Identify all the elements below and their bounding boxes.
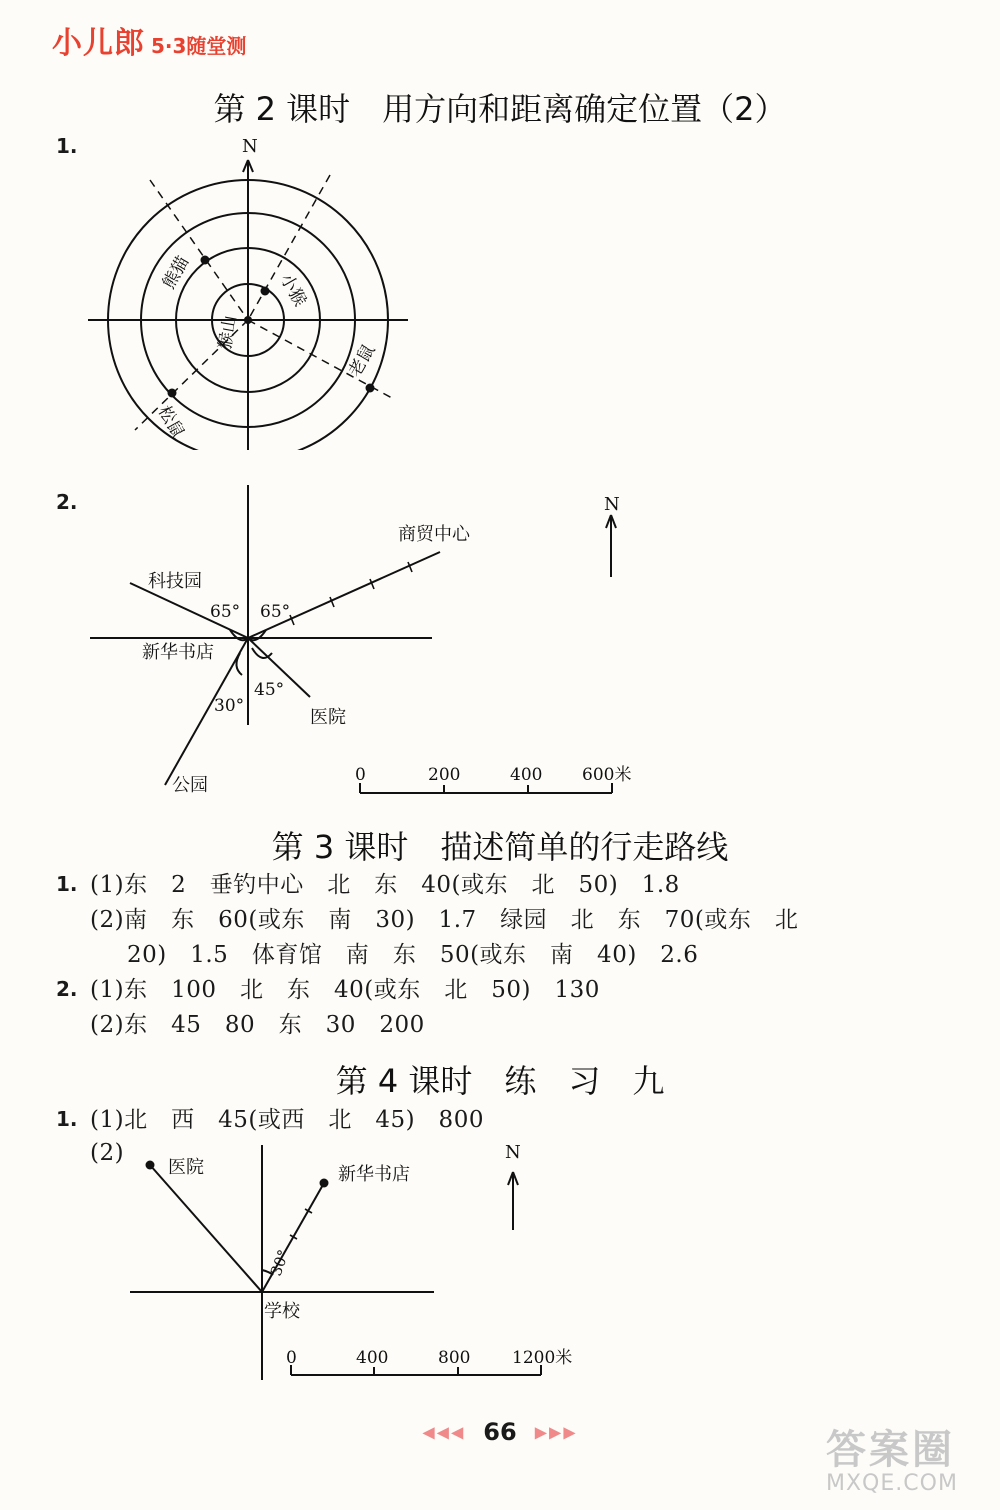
answer-line: (1)东 2 垂钓中心 北 东 40(或东 北 50) 1.8 [90,872,680,898]
next-arrows-icon: ▶▶▶ [534,1422,578,1442]
brand-series: 5·3随堂测 [151,34,247,58]
scale-label: 800 [438,1348,471,1368]
circle-map-diagram [80,130,440,450]
marker-dot [320,1179,329,1188]
answer-line: (1)东 100 北 东 40(或东 北 50) 130 [90,977,600,1003]
angle-label: 65° [210,602,241,622]
scale-label: 1200米 [512,1348,573,1368]
question-number: 1. [56,872,78,896]
question-number: 2. [56,977,78,1001]
label-hospital: 医院 [168,1157,204,1178]
lesson4-title: 第 4 课时 练 习 九 [335,1062,665,1100]
scale-label: 0 [355,765,366,785]
page-number: 66 [483,1418,517,1446]
watermark [826,1418,958,1496]
label-panda: 熊猫 [159,253,194,293]
label-monkey: 小猴 [275,270,310,310]
label-park: 公园 [172,775,208,796]
question-number: 1. [56,1107,78,1131]
watermark-url: MXQE.COM [826,1471,958,1496]
label-trade-center: 商贸中心 [398,524,470,545]
north-label: N [242,136,258,157]
marker-dot [168,389,177,398]
angle-label: 30° [266,1247,293,1279]
marker-dot [201,256,210,265]
marker-dot [146,1161,155,1170]
answer-line: (2)南 东 60(或东 南 30) 1.7 绿园 北 东 70(或东 北 [90,907,799,933]
lesson2-title: 第 2 课时 用方向和距离确定位置（2） [213,90,787,128]
lesson3-title: 第 3 课时 描述简单的行走路线 [271,828,729,866]
north-label: N [505,1142,521,1163]
watermark-text: 答案圈 [826,1427,955,1473]
brand-logo [52,18,246,62]
label-squirrel: 松鼠 [153,402,188,442]
scale-label: 400 [510,765,543,785]
scale-label: 400 [356,1348,389,1368]
label-mouse: 老鼠 [345,341,380,381]
north-label: N [604,494,620,515]
label-hospital: 医院 [310,707,346,728]
answer-line: 20) 1.5 体育馆 南 东 50(或东 南 40) 2.6 [127,942,699,968]
answer-line: (2)东 45 80 东 30 200 [90,1012,425,1038]
marker-dot [366,384,375,393]
label-tech-park: 科技园 [148,571,202,592]
prev-arrows-icon: ◀◀◀ [422,1422,466,1442]
label-monkey-hill: 猴山 [215,313,241,351]
label-bookstore: 新华书店 [142,642,214,663]
scale-label: 0 [286,1348,297,1368]
direction-distance-diagram [80,485,680,810]
brand-name: 小儿郎 [52,26,145,61]
label-school: 学校 [264,1301,300,1322]
marker-dot [261,287,270,296]
angle-label: 30° [214,696,245,716]
school-location-diagram [120,1135,620,1390]
scale-label: 600米 [582,765,632,785]
answer-line: (1)北 西 45(或西 北 45) 800 [90,1107,484,1133]
question-number: 2. [56,490,78,514]
angle-label: 65° [260,602,291,622]
label-bookstore: 新华书店 [338,1164,410,1185]
sub-question-label: (2) [90,1140,125,1166]
marker-dot [244,316,252,324]
question-number: 1. [56,134,78,158]
scale-label: 200 [428,765,461,785]
angle-label: 45° [254,680,285,700]
